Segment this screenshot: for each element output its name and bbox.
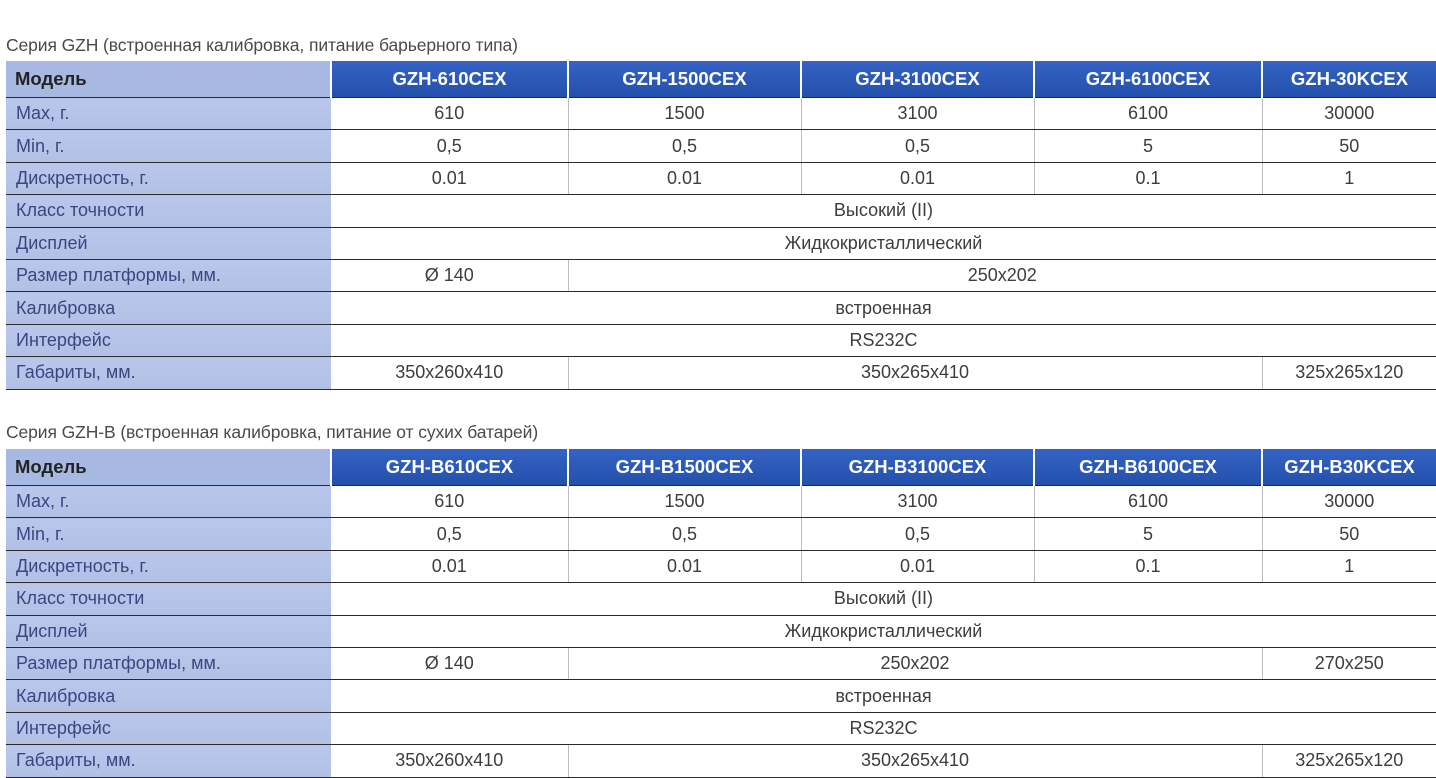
- cell-value: RS232C: [331, 712, 1436, 744]
- table-row-display: [6, 615, 1436, 647]
- row-label: Max, г.: [6, 98, 331, 130]
- table-row-calibration: [6, 680, 1436, 712]
- cell-value: Ø 140: [331, 647, 568, 679]
- cell-value: 250x202: [568, 647, 1262, 679]
- cell-value: 1500: [568, 98, 801, 130]
- series-gzh-caption: Серия GZH (встроенная калибровка, питание барьерного типа): [6, 35, 518, 55]
- row-label: Класс точности: [6, 195, 331, 227]
- cell-value: 0.01: [331, 550, 568, 582]
- table-row-interface: [6, 324, 1436, 356]
- row-label: Габариты, мм.: [6, 357, 331, 389]
- cell-value: 0,5: [568, 518, 801, 550]
- cell-value: 1: [1262, 550, 1436, 582]
- table-row-accuracy: [6, 195, 1436, 227]
- cell-value: 3100: [801, 486, 1034, 518]
- row-label: Габариты, мм.: [6, 745, 331, 777]
- row-label: Интерфейс: [6, 324, 331, 356]
- cell-value: 50: [1262, 518, 1436, 550]
- cell-value: 270x250: [1262, 647, 1436, 679]
- cell-value: встроенная: [331, 680, 1436, 712]
- cell-value: 1: [1262, 162, 1436, 194]
- table-row-calibration: [6, 292, 1436, 324]
- cell-value: RS232C: [331, 324, 1436, 356]
- cell-value: 6100: [1034, 486, 1262, 518]
- cell-value: 250x202: [568, 259, 1436, 291]
- table-row-max: [6, 98, 1436, 130]
- table-header-row: [6, 61, 1436, 98]
- row-label: Min, г.: [6, 518, 331, 550]
- cell-value: 0.1: [1034, 550, 1262, 582]
- cell-value: 350x260x410: [331, 745, 568, 777]
- cell-value: 325x265x120: [1262, 745, 1436, 777]
- cell-value: 0,5: [568, 130, 801, 162]
- model-header: GZH-6100CEX: [1034, 61, 1262, 98]
- spec-table-gzh: [6, 61, 1436, 390]
- cell-value: 5: [1034, 518, 1262, 550]
- row-label: Max, г.: [6, 486, 331, 518]
- cell-value: 0.1: [1034, 162, 1262, 194]
- row-label: Класс точности: [6, 583, 331, 615]
- table-row-platform: [6, 647, 1436, 679]
- cell-value: 0,5: [331, 130, 568, 162]
- cell-value: 30000: [1262, 98, 1436, 130]
- row-label: Дисплей: [6, 615, 331, 647]
- cell-value: 6100: [1034, 98, 1262, 130]
- model-header-label: Модель: [6, 61, 331, 98]
- cell-value: встроенная: [331, 292, 1436, 324]
- model-header: GZH-1500CEX: [568, 61, 801, 98]
- cell-value: 0.01: [331, 162, 568, 194]
- cell-value: 350x265x410: [568, 745, 1262, 777]
- series-gzh-b-caption: Серия GZH-B (встроенная калибровка, питание от сухих батарей): [6, 422, 539, 442]
- model-header: GZH-B1500CEX: [568, 449, 801, 486]
- cell-value: 5: [1034, 130, 1262, 162]
- cell-value: 30000: [1262, 486, 1436, 518]
- cell-value: 350x265x410: [568, 357, 1262, 389]
- model-header: GZH-610CEX: [331, 61, 568, 98]
- table-row-dimensions: [6, 745, 1436, 777]
- table-row-min: [6, 518, 1436, 550]
- cell-value: 0,5: [801, 518, 1034, 550]
- table-row-display: [6, 227, 1436, 259]
- row-label: Min, г.: [6, 130, 331, 162]
- row-label: Дисплей: [6, 227, 331, 259]
- row-label: Калибровка: [6, 680, 331, 712]
- table-header-row: [6, 449, 1436, 486]
- cell-value: 610: [331, 486, 568, 518]
- cell-value: 0,5: [801, 130, 1034, 162]
- spec-table-gzh-b: [6, 449, 1436, 778]
- model-header-label: Модель: [6, 449, 331, 486]
- cell-value: 0.01: [801, 162, 1034, 194]
- cell-value: 350x260x410: [331, 357, 568, 389]
- table-row-interface: [6, 712, 1436, 744]
- model-header: GZH-B6100CEX: [1034, 449, 1262, 486]
- table-row-dimensions: [6, 357, 1436, 389]
- table-row-discreteness: [6, 162, 1436, 194]
- table-row-min: [6, 130, 1436, 162]
- row-label: Калибровка: [6, 292, 331, 324]
- cell-value: Жидкокристаллический: [331, 615, 1436, 647]
- cell-value: 0.01: [568, 550, 801, 582]
- cell-value: Высокий (II): [331, 583, 1436, 615]
- table-row-discreteness: [6, 550, 1436, 582]
- row-label: Дискретность, г.: [6, 550, 331, 582]
- model-header: GZH-3100CEX: [801, 61, 1034, 98]
- model-header: GZH-30KCEX: [1262, 61, 1436, 98]
- cell-value: 325x265x120: [1262, 357, 1436, 389]
- cell-value: Жидкокристаллический: [331, 227, 1436, 259]
- cell-value: 3100: [801, 98, 1034, 130]
- model-header: GZH-B610CEX: [331, 449, 568, 486]
- cell-value: 0.01: [801, 550, 1034, 582]
- model-header: GZH-B3100CEX: [801, 449, 1034, 486]
- table-row-max: [6, 486, 1436, 518]
- row-label: Размер платформы, мм.: [6, 647, 331, 679]
- row-label: Дискретность, г.: [6, 162, 331, 194]
- model-header: GZH-B30KCEX: [1262, 449, 1436, 486]
- cell-value: 0.01: [568, 162, 801, 194]
- cell-value: Ø 140: [331, 259, 568, 291]
- cell-value: Высокий (II): [331, 195, 1436, 227]
- row-label: Размер платформы, мм.: [6, 259, 331, 291]
- cell-value: 610: [331, 98, 568, 130]
- cell-value: 1500: [568, 486, 801, 518]
- cell-value: 50: [1262, 130, 1436, 162]
- cell-value: 0,5: [331, 518, 568, 550]
- table-row-platform: [6, 259, 1436, 291]
- row-label: Интерфейс: [6, 712, 331, 744]
- table-row-accuracy: [6, 583, 1436, 615]
